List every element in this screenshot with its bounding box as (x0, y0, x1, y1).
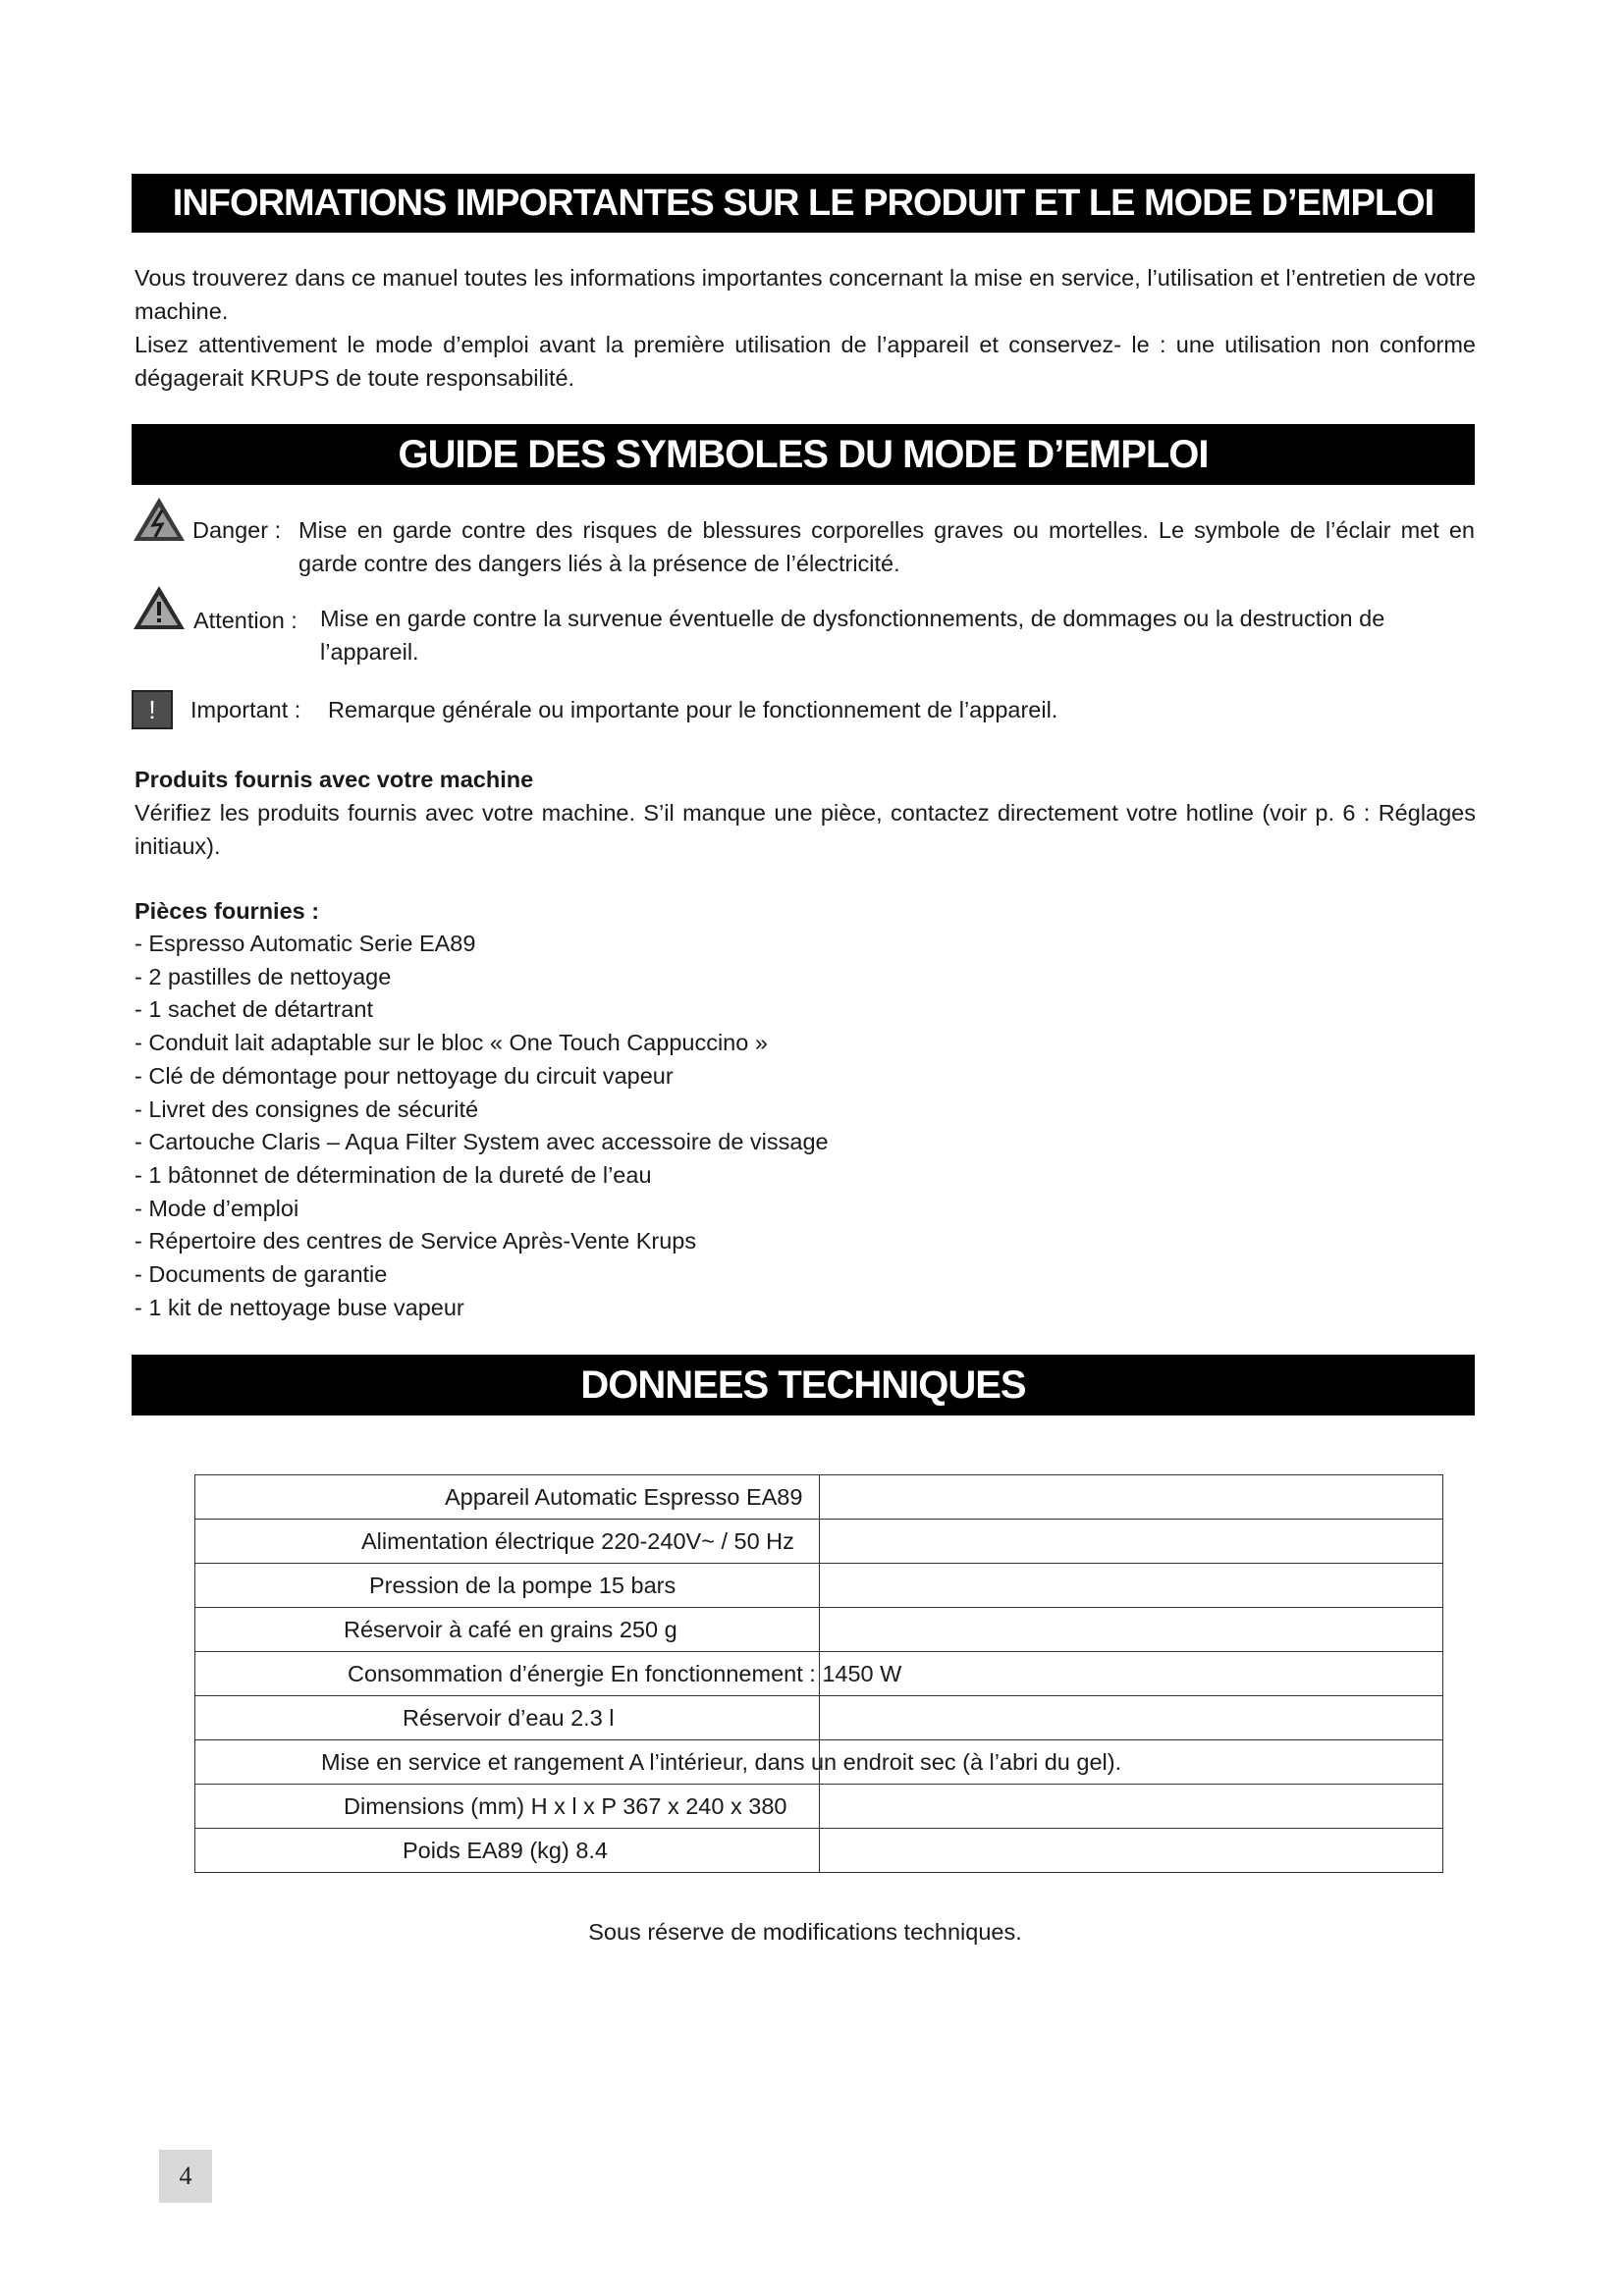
list-item: - Livret des consignes de sécurité (135, 1095, 479, 1122)
attention-label: Attention : (193, 608, 298, 633)
important-text: Remarque générale ou importante pour le fonctionnement de l’appareil. (328, 697, 1058, 722)
table-row (195, 1785, 1443, 1829)
table-cell: Dimensions (mm) H x l x P 367 x 240 x 380 (344, 1793, 787, 1819)
table-cell: Réservoir à café en grains 250 g (344, 1617, 677, 1642)
list-item: - Mode d’emploi (135, 1195, 299, 1221)
table-row (195, 1740, 1443, 1785)
exclamation-square-icon: ! (132, 690, 173, 729)
list-item: - Cartouche Claris – Aqua Filter System avec accessoire de vissage (135, 1129, 829, 1155)
parts-heading: Pièces fournies : (135, 898, 320, 924)
tech-footnote: Sous réserve de modifications techniques. (588, 1919, 1022, 1945)
list-item: - 1 sachet de détartrant (135, 996, 373, 1023)
intro-paragraph-2: Lisez attentivement le mode d’emploi avant la première utilisation de l’appareil et conservez- le : une utilisation non conforme dégagerait KRUPS de toute responsabilité. (135, 332, 1476, 391)
products-heading: Produits fournis avec votre machine (135, 767, 534, 792)
table-cell: Pression de la pompe 15 bars (369, 1573, 677, 1598)
table-cell: Appareil Automatic Espresso EA89 (445, 1484, 803, 1510)
danger-label: Danger : (192, 517, 282, 543)
danger-text: Mise en garde contre des risques de blessures corporelles graves ou mortelles. Le symbole de l’éclair met en garde contre des dangers liés à la présence de l’électricité. (298, 517, 1475, 576)
list-item: - Clé de démontage pour nettoyage du circuit vapeur (135, 1062, 674, 1089)
table-cell: Mise en service et rangement A l’intérieur, dans un endroit sec (à l’abri du gel). (321, 1749, 1122, 1775)
table-row (195, 1652, 1443, 1696)
table-row (195, 1475, 1443, 1520)
table-cell: Consommation d’énergie En fonctionnement : 1450 W (348, 1661, 902, 1686)
intro-paragraph-1: Vous trouverez dans ce manuel toutes les informations importantes concernant la mise en service, l’utilisation et l’entretien de votre machine. (135, 265, 1476, 324)
attention-text: Mise en garde contre la survenue éventuelle de dysfonctionnements, de dommages ou la destruction de l’appareil. (320, 606, 1385, 665)
table-row (195, 1520, 1443, 1564)
list-item: - Documents de garantie (135, 1261, 388, 1288)
section-banner-tech: DONNEES TECHNIQUES (132, 1355, 1475, 1415)
table-cell: Réservoir d’eau 2.3 l (403, 1705, 615, 1731)
list-item: - 1 kit de nettoyage buse vapeur (135, 1294, 464, 1320)
section-banner-symbols: GUIDE DES SYMBOLES DU MODE D’EMPLOI (132, 424, 1475, 485)
table-row (195, 1696, 1443, 1740)
products-text: Vérifiez les produits fournis avec votre machine. S’il manque une pièce, contactez directement votre hotline (voir p. 6 : Réglages initiaux). (135, 800, 1476, 859)
warning-triangle-icon (132, 584, 187, 640)
parts-list (135, 928, 829, 1324)
section-banner-info: INFORMATIONS IMPORTANTES SUR LE PRODUIT ET LE MODE D’EMPLOI (132, 174, 1475, 233)
table-row (195, 1829, 1443, 1873)
page-number: 4 (159, 2150, 212, 2203)
list-item: - 1 bâtonnet de détermination de la dureté de l’eau (135, 1161, 652, 1188)
list-item: - Espresso Automatic Serie EA89 (135, 931, 476, 956)
table-cell: Poids EA89 (kg) 8.4 (403, 1838, 608, 1863)
electric-warning-icon (132, 496, 187, 552)
list-item: - Répertoire des centres de Service Après-Vente Krups (135, 1228, 697, 1255)
list-item: - Conduit lait adaptable sur le bloc « One Touch Cappuccino » (135, 1030, 768, 1056)
table-row (195, 1564, 1443, 1608)
tech-specs-table (194, 1474, 1443, 1873)
important-label: Important : (190, 697, 301, 722)
list-item: - 2 pastilles de nettoyage (135, 963, 392, 989)
table-row (195, 1608, 1443, 1652)
table-cell: Alimentation électrique 220-240V~ / 50 Hz (361, 1528, 794, 1554)
